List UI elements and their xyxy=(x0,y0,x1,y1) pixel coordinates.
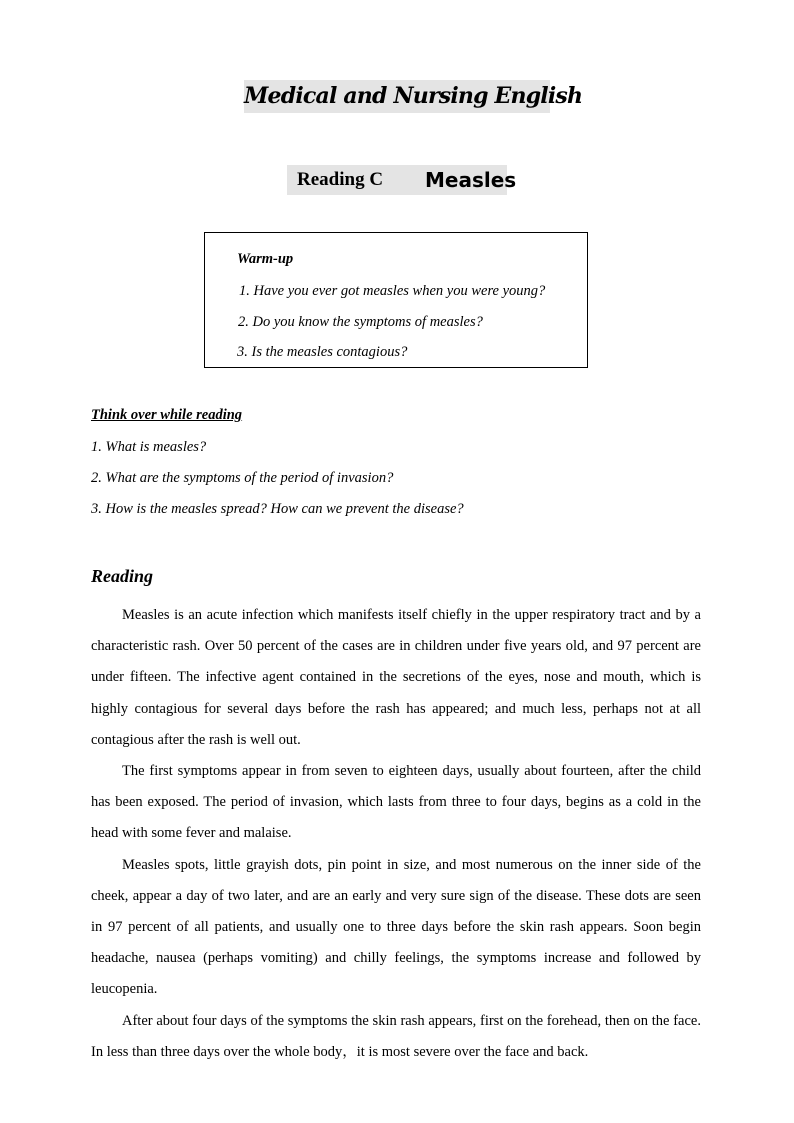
think-over-question: 1. What is measles? xyxy=(91,439,207,455)
reading-topic: Measles xyxy=(425,168,517,192)
reading-paragraph: Measles is an acute infection which manifests itself chiefly in the upper respiratory tract and by a characteristic rash. Over 50 percent of the cases are in children under five years old, and 97 percent are under fifteen. The infective agent contained in the secretions of the eyes, nose and mouth, which is highly contagious for several days before the rash has appeared; and much less, perhaps not at all contagious after the rash is well out. xyxy=(91,607,701,748)
warmup-question: 2. Do you know the symptoms of measles? xyxy=(238,314,483,330)
warmup-question: 1. Have you ever got measles when you were young? xyxy=(239,283,546,299)
think-over-question: 3. How is the measles spread? How can we prevent the disease? xyxy=(91,501,464,517)
warmup-title: Warm-up xyxy=(237,251,294,267)
reading-paragraph: After about four days of the symptoms the skin rash appears, first on the forehead, then on the face. In less than three days over the whole body，it is most severe over the face and back. xyxy=(91,1012,701,1060)
reading-body xyxy=(91,600,701,1068)
reading-label: Reading C xyxy=(297,169,384,190)
reading-paragraph: Measles spots, little grayish dots, pin point in size, and most numerous on the inner side of the cheek, appear a day of two later, and are an early and very sure sign of the disease. These dots are seen in 97 percent of all patients, and usually one to three days before the skin rash appears. Soon begin headache, nausea (perhaps vomiting) and chilly feelings, the symptoms increase and followed by leucopenia. xyxy=(91,856,701,998)
think-over-title: Think over while reading xyxy=(91,407,243,423)
reading-paragraph: The first symptoms appear in from seven to eighteen days, usually about fourteen, after the child has been exposed. The period of invasion, which lasts from three to four days, begins as a cold in the head with some fever and malaise. xyxy=(91,763,701,842)
reading-subtitle xyxy=(287,165,517,195)
page-title: Medical and Nursing English xyxy=(244,80,550,113)
warmup-box xyxy=(204,232,588,368)
warmup-question: 3. Is the measles contagious? xyxy=(237,344,408,360)
think-over-question: 2. What are the symptoms of the period of invasion? xyxy=(91,470,394,486)
reading-heading: Reading xyxy=(91,566,154,586)
